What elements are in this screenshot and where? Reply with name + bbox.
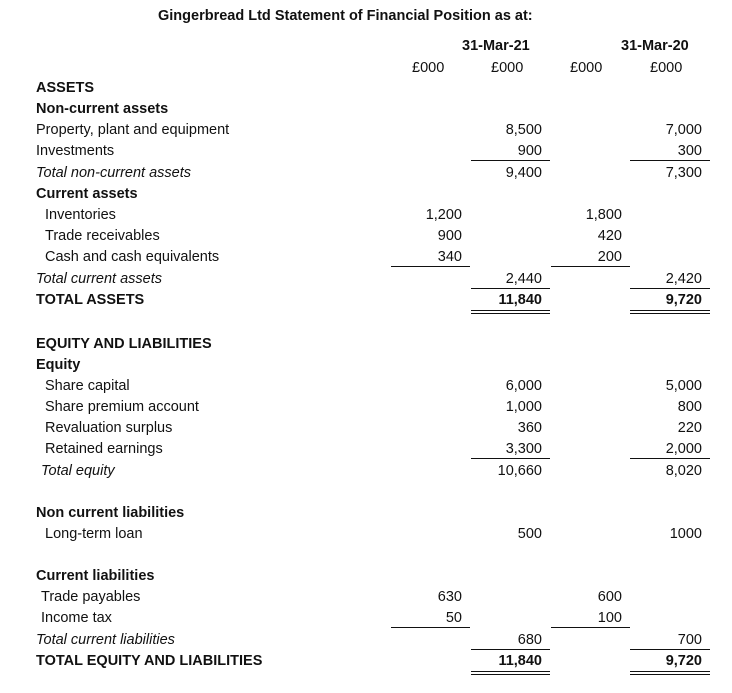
ppe-prior: 7,000: [665, 122, 702, 138]
total-equity-current: 10,660: [497, 463, 542, 479]
double-underline: [471, 310, 550, 314]
revaluation-label: Revaluation surplus: [45, 420, 173, 436]
cash-prior: 200: [597, 249, 622, 265]
total-rule: [630, 649, 710, 650]
equity-heading: Equity: [36, 357, 81, 373]
investments-prior: 300: [677, 143, 702, 159]
total-current-liabilities-label: Total current liabilities: [36, 632, 175, 648]
investments-label: Investments: [36, 143, 115, 159]
double-underline: [630, 310, 710, 314]
receivables-prior: 420: [597, 228, 622, 244]
assets-heading: ASSETS: [36, 80, 95, 96]
total-equity-label: Total equity: [41, 463, 115, 479]
inventories-prior: 1,800: [585, 207, 622, 223]
subtotal-rule: [391, 627, 470, 628]
receivables-label: Trade receivables: [45, 228, 160, 244]
loan-label: Long-term loan: [45, 526, 143, 542]
payables-label: Trade payables: [41, 589, 141, 605]
equity-liabilities-heading: EQUITY AND LIABILITIES: [36, 336, 212, 352]
revaluation-current: 360: [517, 420, 542, 436]
subtotal-rule: [551, 266, 630, 267]
payables-prior: 600: [597, 589, 622, 605]
total-noncurrent-label: Total non-current assets: [36, 165, 192, 181]
total-current-assets-label: Total current assets: [36, 271, 162, 287]
revaluation-prior: 220: [677, 420, 702, 436]
loan-prior: 1000: [669, 526, 702, 542]
total-equity-liabilities-prior: 9,720: [665, 653, 702, 669]
total-equity-liabilities-label: TOTAL EQUITY AND LIABILITIES: [36, 653, 263, 669]
total-assets-label: TOTAL ASSETS: [36, 292, 145, 308]
subtotal-rule: [630, 458, 710, 459]
cash-current: 340: [437, 249, 462, 265]
total-equity-liabilities-current: 11,840: [498, 653, 542, 669]
receivables-current: 900: [437, 228, 462, 244]
period-prior-header: 31-Mar-20: [621, 38, 689, 54]
subtotal-rule: [391, 266, 470, 267]
income-tax-label: Income tax: [41, 610, 112, 626]
period-current-header: 31-Mar-21: [462, 38, 530, 54]
income-tax-prior: 100: [597, 610, 622, 626]
retained-earnings-prior: 2,000: [665, 441, 702, 457]
double-underline: [630, 671, 710, 675]
retained-earnings-label: Retained earnings: [45, 441, 163, 457]
ppe-current: 8,500: [505, 122, 542, 138]
ppe-label: Property, plant and equipment: [36, 122, 230, 138]
total-current-liabilities-current: 680: [517, 632, 542, 648]
subtotal-rule: [551, 627, 630, 628]
double-underline: [471, 671, 550, 675]
cash-label: Cash and cash equivalents: [45, 249, 220, 265]
unit-col4: £000: [650, 60, 683, 76]
noncurrent-assets-heading: Non-current assets: [36, 101, 169, 117]
share-premium-prior: 800: [677, 399, 702, 415]
unit-col1: £000: [412, 60, 445, 76]
total-current-assets-current: 2,440: [505, 271, 542, 287]
investments-current: 900: [517, 143, 542, 159]
inventories-current: 1,200: [425, 207, 462, 223]
share-capital-current: 6,000: [505, 378, 542, 394]
inventories-label: Inventories: [45, 207, 116, 223]
total-rule: [471, 288, 550, 289]
current-assets-heading: Current assets: [36, 186, 138, 202]
total-rule: [471, 649, 550, 650]
share-premium-current: 1,000: [505, 399, 542, 415]
total-current-liabilities-prior: 700: [677, 632, 702, 648]
income-tax-current: 50: [445, 610, 462, 626]
unit-col3: £000: [570, 60, 603, 76]
page-title: Gingerbread Ltd Statement of Financial Position as at:: [158, 8, 533, 24]
total-noncurrent-current: 9,400: [505, 165, 542, 181]
total-assets-prior: 9,720: [665, 292, 702, 308]
total-noncurrent-prior: 7,300: [665, 165, 702, 181]
total-rule: [630, 288, 710, 289]
current-liabilities-heading: Current liabilities: [36, 568, 155, 584]
total-assets-current: 11,840: [498, 292, 542, 308]
subtotal-rule: [471, 160, 550, 161]
loan-current: 500: [517, 526, 542, 542]
share-capital-label: Share capital: [45, 378, 130, 394]
retained-earnings-current: 3,300: [505, 441, 542, 457]
payables-current: 630: [437, 589, 462, 605]
subtotal-rule: [630, 160, 710, 161]
total-equity-prior: 8,020: [665, 463, 702, 479]
share-capital-prior: 5,000: [665, 378, 702, 394]
share-premium-label: Share premium account: [45, 399, 199, 415]
unit-col2: £000: [491, 60, 524, 76]
noncurrent-liabilities-heading: Non current liabilities: [36, 505, 185, 521]
total-current-assets-prior: 2,420: [665, 271, 702, 287]
subtotal-rule: [471, 458, 550, 459]
